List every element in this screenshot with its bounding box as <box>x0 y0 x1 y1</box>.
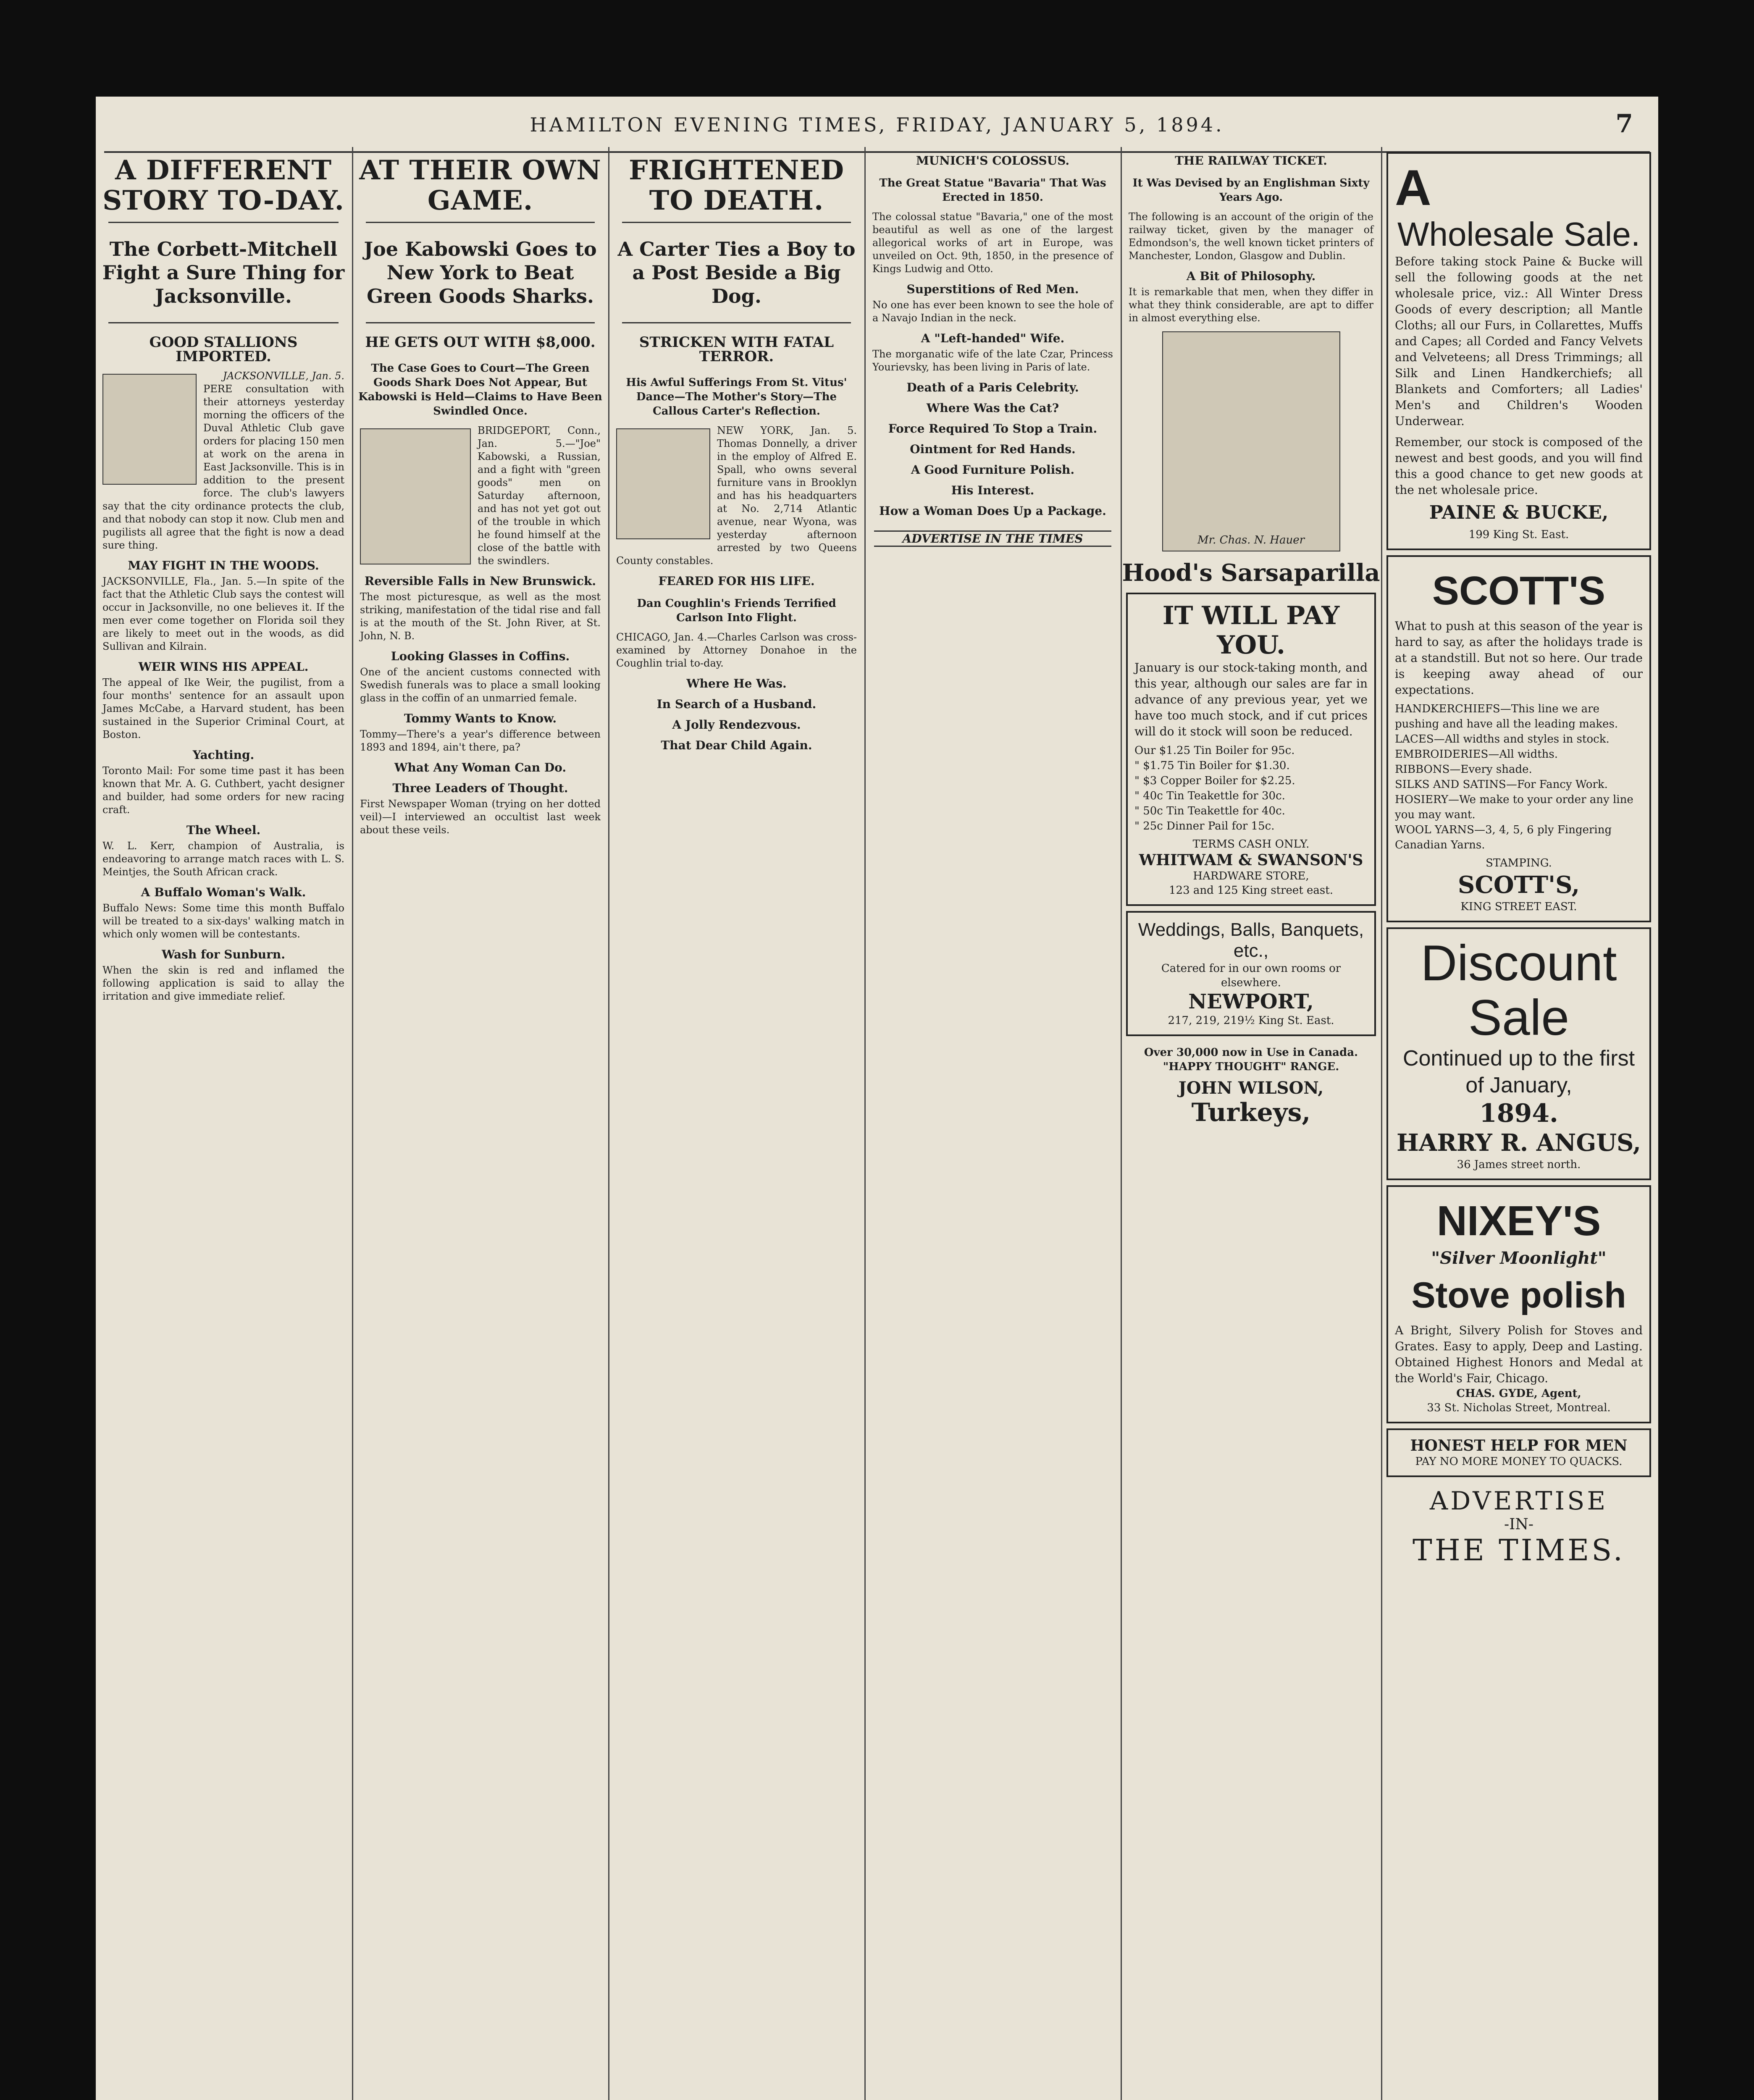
section-heading: MUNICH'S COLOSSUS. <box>916 154 1070 168</box>
honest-help-ad <box>1386 1428 1651 1477</box>
section-heading: Where Was the Cat? <box>926 401 1059 415</box>
section-heading: Looking Glasses in Coffins. <box>391 649 570 663</box>
price-item: " $3 Copper Boiler for $2.25. <box>1134 774 1295 787</box>
gyde-name: CHAS. GYDE, Agent, <box>1456 1387 1581 1400</box>
wholesale-letter: A <box>1395 160 1431 216</box>
section-heading: In Search of a Husband. <box>656 697 817 711</box>
article-text: The morganatic wife of the late Czar, Princess Yourievsky, has been living in Paris of late. <box>872 348 1113 373</box>
article-text: It is remarkable that men, when they differ in what they think considerable, are apt to differ in almost everything else. <box>1129 286 1373 324</box>
section-heading: A Jolly Rendezvous. <box>672 718 801 732</box>
dog-illustration <box>616 428 710 539</box>
portrait-illustration <box>1162 331 1340 551</box>
scotts-item: LACES—All widths and styles in stock. <box>1395 733 1610 746</box>
wholesale-firm: PAINE & BUCKE, <box>1429 502 1609 523</box>
masthead-title: HAMILTON EVENING TIMES, FRIDAY, JANUARY 5, 1894. <box>530 113 1224 136</box>
nixey-title: NIXEY'S <box>1436 1197 1601 1244</box>
summary: The Great Statue "Bavaria" That Was Erected in 1850. <box>879 177 1106 204</box>
range-ad: Over 30,000 now in Use in Canada. "HAPPY THOUGHT" RANGE. <box>1144 1046 1358 1073</box>
hardware-ad-body: January is our stock-taking month, and this year, although our sales are far in advance of any previous year, yet we have too much stock, and if cut prices will do it stock will soon be reduced. <box>1134 661 1368 738</box>
price-list <box>1134 743 1368 834</box>
scotts-body: What to push at this season of the year is hard to say, as after the holidays trade is at a standstill. But not so here. Our trade is keeping away ahead of our expectations. <box>1395 619 1643 697</box>
wholesale-body: Before taking stock Paine & Bucke will sell the following goods at the net wholesale price, viz.: All Winter Dress Goods of every description; all Mantle Cloths; all our Furs, in Collarettes, Muffs and Capes; all Corded and Fancy Velvets and Velveteens; all Dress Trimmings; all Silk and Linen Handkerchiefs; all Blankets and Comforters; all Ladies' Men's and Children's Wooden Underwear. <box>1395 255 1643 428</box>
discount-title-2: Sale <box>1468 990 1570 1046</box>
catering-ad <box>1126 911 1376 1036</box>
article-text: CHICAGO, Jan. 4.—Charles Carlson was cross-examined by Attorney Donahoe in the Coughlin trial to-day. <box>616 631 857 669</box>
article-text: The following is an account of the origin of the railway ticket, given by the manager of Edmondson's, the well known ticket printers of Manchester, London, Glasgow and Dublin. <box>1129 211 1373 262</box>
price-item: " 40c Tin Teakettle for 30c. <box>1134 790 1285 802</box>
headline: FRIGHTENED TO DEATH. <box>629 155 844 216</box>
article-text: First Newspaper Woman (trying on her dotted veil)—I interviewed an occultist last week about these veils. <box>360 798 601 836</box>
wholesale-ad <box>1386 152 1651 550</box>
separator <box>622 222 851 223</box>
section-heading: The Wheel. <box>186 823 261 837</box>
price-item: " 25c Dinner Pail for 15c. <box>1134 820 1275 832</box>
advertise-banner <box>1382 1482 1655 1567</box>
section-heading: A Buffalo Woman's Walk. <box>141 885 306 899</box>
section-heading: WEIR WINS HIS APPEAL. <box>138 660 309 674</box>
section-heading: Tommy Wants to Know. <box>404 711 557 725</box>
separator <box>366 322 595 323</box>
dateline: JACKSONVILLE, Jan. 5. <box>223 370 344 382</box>
scotts-item: HOSIERY—We make to your order any line you may want. <box>1395 793 1633 821</box>
summary: His Awful Sufferings From St. Vitus' Dance—The Mother's Story—The Callous Carter's Reflection. <box>626 376 847 417</box>
section-heading: FEARED FOR HIS LIFE. <box>658 574 815 588</box>
section-heading: Yachting. <box>192 748 255 762</box>
article-text: Buffalo News: Some time this month Buffalo will be treated to a six-days' walking match in which only women will be contestants. <box>102 902 344 940</box>
section-heading: Ointment for Red Hands. <box>910 442 1076 456</box>
section-heading: Where He Was. <box>686 677 787 690</box>
angus-address: 36 James street north. <box>1457 1158 1581 1171</box>
discount-body: Continued up to the first of January, <box>1402 1046 1635 1097</box>
discount-year: 1894. <box>1479 1099 1558 1128</box>
nixey-ad <box>1386 1185 1651 1423</box>
honest-body: PAY NO MORE MONEY TO QUACKS. <box>1415 1455 1623 1468</box>
summary: It Was Devised by an Englishman Sixty Years Ago. <box>1132 177 1370 204</box>
price-item: Our $1.25 Tin Boiler for 95c. <box>1134 744 1295 757</box>
portrait-caption: Mr. Chas. N. Hauer <box>1197 534 1305 546</box>
column-4 <box>866 147 1120 2100</box>
caterer-name: NEWPORT, <box>1188 990 1314 1013</box>
headline: A DIFFERENT STORY TO-DAY. <box>102 155 344 216</box>
section-heading: Force Required To Stop a Train. <box>888 422 1098 436</box>
column-5 <box>1122 147 1380 2100</box>
section-heading: That Dear Child Again. <box>661 738 812 752</box>
catering-body: Catered for in our own rooms or elsewhere. <box>1161 962 1341 989</box>
subheadline: STRICKEN WITH FATAL TERROR. <box>639 334 834 365</box>
column-2 <box>353 147 607 2100</box>
article-text: No one has ever been known to see the hole of a Navajo Indian in the neck. <box>872 299 1113 324</box>
summary: Dan Coughlin's Friends Terrified Carlson Into Flight. <box>637 597 836 624</box>
page-number: 7 <box>1615 109 1633 139</box>
section-heading: A Good Furniture Polish. <box>911 463 1075 477</box>
article-text: The colossal statue "Bavaria," one of the most beautiful as well as one of the largest allegorical works of art in Europe, was unveiled on Oct. 9th, 1850, in the presence of Kings Ludwig and Otto. <box>872 211 1113 275</box>
section-heading: His Interest. <box>951 483 1035 497</box>
subheadline: GOOD STALLIONS IMPORTED. <box>149 334 298 365</box>
catering-title: Weddings, Balls, Banquets, etc., <box>1138 919 1364 961</box>
caterer-address: 217, 219, 219½ King St. East. <box>1168 1014 1334 1027</box>
discount-ad <box>1386 927 1651 1180</box>
section-heading: Superstitions of Red Men. <box>906 282 1079 296</box>
article-text: JACKSONVILLE, Fla., Jan. 5.—In spite of the fact that the Athletic Club says the contest will occur in Jacksonville, no one believes it. If the men ever come together on Florida soil they are likely to meet out in the woods, as did Sullivan and Kilrain. <box>102 575 344 652</box>
article-text: NEW YORK, Jan. 5. Thomas Donnelly, a driver in the employ of Alfred E. Spall, who owns several furniture vans in Brooklyn and has his headquarters at No. 2,714 Atlantic avenue, near Wyona, was yesterday afternoon arrested by two Queens County constables. <box>616 425 857 567</box>
article-text: The most picturesque, as well as the most striking, manifestation of the tidal rise and fall is at the mouth of the St. John River, at St. John, N. B. <box>360 591 601 642</box>
section-heading: Wash for Sunburn. <box>162 948 285 961</box>
article-text: BRIDGEPORT, Conn., Jan. 5.—"Joe" Kabowski, a Russian, and a fight with "green goods" men on Saturday afternoon, and has not yet got out of the trouble in which he found himself at the close of the battle with the swindlers. <box>478 425 601 567</box>
nixey-tagline: "Silver Moonlight" <box>1431 1248 1607 1268</box>
deck: The Corbett-Mitchell Fight a Sure Thing for Jacksonville. <box>102 238 345 307</box>
stamping-label: STAMPING. <box>1486 857 1552 869</box>
section-heading: Three Leaders of Thought. <box>392 781 568 795</box>
scotts-list <box>1395 701 1643 853</box>
section-heading: MAY FIGHT IN THE WOODS. <box>128 559 319 572</box>
hardware-ad-title: IT WILL PAY YOU. <box>1162 601 1340 660</box>
section-heading: THE RAILWAY TICKET. <box>1175 154 1327 168</box>
wholesale-title: Wholesale Sale. <box>1397 215 1641 253</box>
column-6 <box>1382 147 1655 2100</box>
newspaper-page <box>96 97 1658 2100</box>
turkeys-ad: Turkeys, <box>1191 1098 1311 1127</box>
scotts-name: SCOTT'S, <box>1457 871 1580 899</box>
column-1 <box>96 147 351 2100</box>
advertise-line-1: ADVERTISE <box>1429 1486 1608 1516</box>
wholesale-address: 199 King St. East. <box>1468 528 1569 541</box>
advertise-line-2: -IN- <box>1504 1516 1534 1533</box>
separator <box>108 322 339 323</box>
nixey-body: A Bright, Silvery Polish for Stoves and Grates. Easy to apply, Deep and Lasting. Obtained Highest Honors and Medal at the World's Fair, Chicago. <box>1395 1323 1643 1385</box>
masthead <box>96 109 1658 147</box>
separator <box>366 222 595 223</box>
wilson-name: JOHN WILSON, <box>1178 1078 1324 1098</box>
article-text: PERE consultation with their attorneys yesterday morning the officers of the Duval Athletic Club gave orders for placing 150 men at work on the arena in East Jacksonville. This is in addition to the present force. The club's lawyers say that the city ordinance protects the club, and that nobody can stop it now. Club men and pugilists all agree that the fight is now a dead sure thing. <box>102 383 344 551</box>
scotts-item: RIBBONS—Every shade. <box>1395 763 1532 776</box>
advertise-line-3: THE TIMES. <box>1413 1533 1625 1567</box>
scotts-title: SCOTT'S <box>1432 568 1606 613</box>
nixey-product: Stove polish <box>1411 1275 1626 1315</box>
footer-banner: ADVERTISE IN THE TIMES <box>874 530 1111 547</box>
wholesale-remember: Remember, our stock is composed of the newest and best goods, and you will find this a good chance to get new goods at the net wholesale price. <box>1395 435 1643 497</box>
section-heading: How a Woman Does Up a Package. <box>879 504 1106 518</box>
separator <box>108 222 339 223</box>
hardware-ad <box>1126 593 1376 906</box>
deck: A Carter Ties a Boy to a Post Beside a Big Dog. <box>617 238 856 307</box>
section-heading: Death of a Paris Celebrity. <box>906 381 1079 394</box>
angus-name: HARRY R. ANGUS, <box>1397 1129 1641 1157</box>
section-heading: A Bit of Philosophy. <box>1186 269 1316 283</box>
scotts-item: EMBROIDERIES—All widths. <box>1395 748 1558 761</box>
summary: The Case Goes to Court—The Green Goods Shark Does Not Appear, But Kabowski is Held—Claims to Have Been Swindled Once. <box>358 362 602 417</box>
price-item: " $1.75 Tin Boiler for $1.30. <box>1134 759 1290 772</box>
store-address: 123 and 125 King street east. <box>1169 884 1333 897</box>
scotts-item: SILKS AND SATINS—For Fancy Work. <box>1395 778 1608 791</box>
hoods-ad-title: Hood's Sarsaparilla <box>1122 559 1380 587</box>
section-heading: Reversible Falls in New Brunswick. <box>364 574 596 588</box>
terms: TERMS CASH ONLY. <box>1192 838 1310 850</box>
section-heading: What Any Woman Can Do. <box>394 761 567 774</box>
store-name: WHITWAM & SWANSON'S <box>1139 851 1363 869</box>
scotts-item: WOOL YARNS—3, 4, 5, 6 ply Fingering Canadian Yarns. <box>1395 824 1612 851</box>
article-text: Toronto Mail: For some time past it has been known that Mr. A. G. Cuthbert, yacht designer and builder, had some orders for new racing craft. <box>102 765 344 816</box>
scotts-address: KING STREET EAST. <box>1460 900 1577 913</box>
article-text: When the skin is red and inflamed the following application is said to allay the irritation and give immediate relief. <box>102 964 344 1002</box>
store-type: HARDWARE STORE, <box>1193 870 1309 882</box>
scotts-ad <box>1386 555 1651 922</box>
article-text: The appeal of Ike Weir, the pugilist, from a four months' sentence for an assault upon James McCabe, a Harvard student, has been sustained in the Superior Criminal Court, at Boston. <box>102 677 344 740</box>
headline: AT THEIR OWN GAME. <box>359 155 601 216</box>
boxer-illustration <box>102 374 197 485</box>
discount-title: Discount <box>1421 935 1617 991</box>
price-item: " 50c Tin Teakettle for 40c. <box>1134 805 1285 817</box>
article-text: Tommy—There's a year's difference between 1893 and 1894, ain't there, pa? <box>360 728 601 753</box>
scotts-item: HANDKERCHIEFS—This line we are pushing and have all the leading makes. <box>1395 703 1618 730</box>
section-heading: A "Left-handed" Wife. <box>921 331 1065 345</box>
column-3 <box>609 147 864 2100</box>
gyde-address: 33 St. Nicholas Street, Montreal. <box>1427 1402 1611 1414</box>
man-illustration <box>360 428 471 564</box>
article-text: One of the ancient customs connected with Swedish funerals was to place a small looking glass in the coffin of an unmarried female. <box>360 666 601 704</box>
article-text: W. L. Kerr, champion of Australia, is endeavoring to arrange match races with L. S. Meintjes, the South African crack. <box>102 840 344 878</box>
separator <box>622 322 851 323</box>
honest-title: HONEST HELP FOR MEN <box>1410 1437 1628 1454</box>
subheadline: HE GETS OUT WITH $8,000. <box>365 334 596 351</box>
deck: Joe Kabowski Goes to New York to Beat Green Goods Sharks. <box>364 238 597 307</box>
